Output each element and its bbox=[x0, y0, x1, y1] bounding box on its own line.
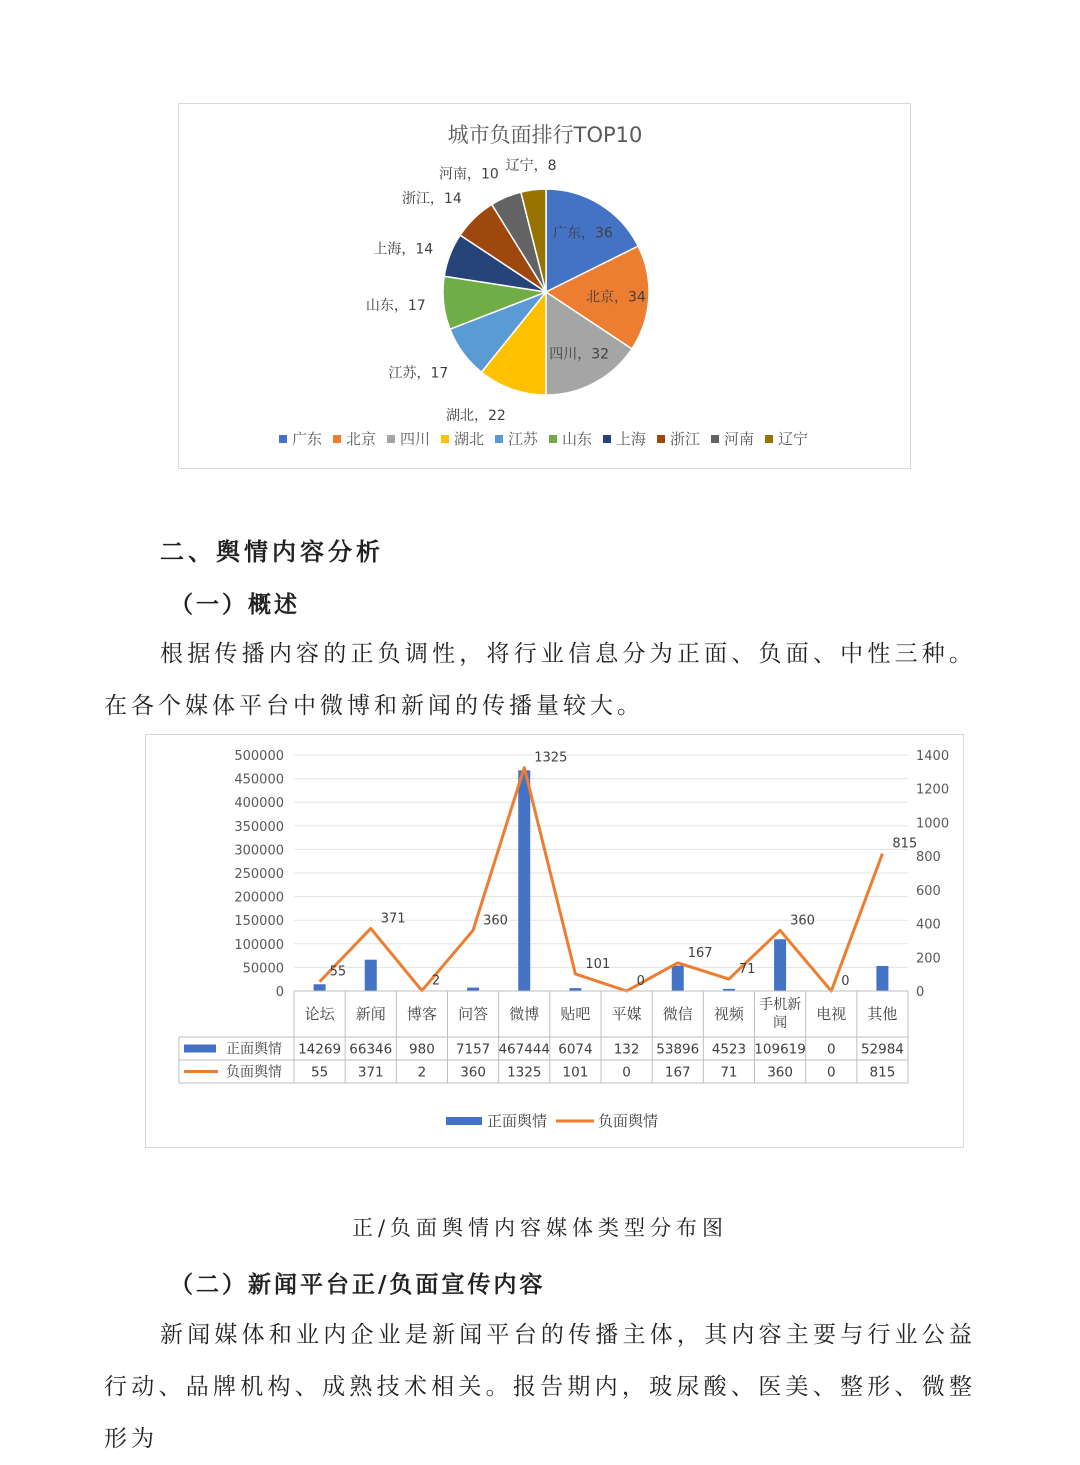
overview-paragraph: 根据传播内容的正负调性，将行业信息分为正面、负面、中性三种。在各个媒体平台中微博和新闻的传播量较大。 bbox=[104, 628, 976, 732]
combo-chart bbox=[146, 735, 963, 1147]
pie-legend-label-7: 浙江 bbox=[670, 430, 700, 448]
legend-label-negative: 负面舆情 bbox=[598, 1112, 658, 1130]
category-label-9: 手机新 bbox=[759, 996, 801, 1013]
bar-1 bbox=[365, 960, 377, 991]
table-negative-value-4: 1325 bbox=[507, 1065, 541, 1081]
pie-label-0: 广东，36 bbox=[553, 225, 613, 241]
bar-9 bbox=[774, 939, 786, 991]
category-label-1: 新闻 bbox=[356, 1005, 386, 1023]
right-axis-tick-1: 200 bbox=[916, 951, 941, 966]
table-positive-value-9: 109619 bbox=[754, 1042, 806, 1058]
table-positive-value-11: 52984 bbox=[861, 1042, 904, 1058]
line-data-label-3: 360 bbox=[483, 913, 508, 928]
left-axis-tick-0: 0 bbox=[276, 985, 284, 1000]
pie-legend-label-9: 辽宁 bbox=[778, 430, 808, 448]
table-positive-value-8: 4523 bbox=[712, 1042, 746, 1058]
pie-label-2: 四川，32 bbox=[549, 347, 609, 363]
left-axis-tick-6: 300000 bbox=[234, 843, 284, 858]
pie-legend-swatch-9 bbox=[765, 435, 773, 443]
pie-legend-label-0: 广东 bbox=[292, 430, 322, 448]
right-axis-tick-2: 400 bbox=[916, 918, 941, 933]
pie-label-6: 上海，14 bbox=[373, 241, 433, 257]
category-label-0: 论坛 bbox=[305, 1005, 336, 1023]
category-label-6: 平媒 bbox=[612, 1005, 642, 1023]
table-negative-value-2: 2 bbox=[418, 1065, 427, 1081]
pie-label-1: 北京，34 bbox=[586, 289, 646, 305]
line-data-label-1: 371 bbox=[381, 911, 406, 926]
left-axis-tick-3: 150000 bbox=[234, 914, 284, 929]
table-positive-value-7: 53896 bbox=[656, 1042, 699, 1058]
category-label-4: 微博 bbox=[509, 1005, 539, 1023]
table-negative-value-9: 360 bbox=[767, 1065, 793, 1081]
left-axis-tick-9: 450000 bbox=[234, 773, 284, 788]
line-data-label-5: 101 bbox=[585, 957, 610, 972]
table-positive-value-6: 132 bbox=[614, 1042, 640, 1058]
pie-legend-swatch-6 bbox=[603, 435, 611, 443]
bar-11 bbox=[876, 966, 888, 991]
pie-label-4: 江苏，17 bbox=[389, 364, 449, 381]
table-positive-value-4: 467444 bbox=[498, 1042, 550, 1058]
pie-legend-swatch-0 bbox=[279, 435, 287, 443]
pie-title: 城市负面排行TOP10 bbox=[448, 123, 643, 147]
pie-legend-swatch-7 bbox=[657, 435, 665, 443]
subsection-heading-overview: （一）概述 bbox=[170, 586, 300, 619]
table-positive-value-10: 0 bbox=[827, 1042, 836, 1058]
news-paragraph: 新闻媒体和业内企业是新闻平台的传播主体，其内容主要与行业公益行动、品牌机构、成熟技术相关。报告期内，玻尿酸、医美、整形、微整形为 bbox=[104, 1309, 976, 1465]
table-negative-value-1: 371 bbox=[358, 1065, 384, 1081]
category-label-10: 电视 bbox=[816, 1005, 846, 1023]
section-heading: 二、舆情内容分析 bbox=[160, 532, 384, 567]
category-label-9-b: 闻 bbox=[773, 1014, 787, 1031]
pie-legend-swatch-5 bbox=[549, 435, 557, 443]
pie-legend-label-8: 河南 bbox=[724, 430, 754, 448]
table-negative-value-7: 167 bbox=[665, 1065, 691, 1081]
pie-label-7: 浙江，14 bbox=[402, 190, 462, 207]
pie-legend-swatch-2 bbox=[387, 435, 395, 443]
left-axis-tick-8: 400000 bbox=[234, 796, 284, 811]
pie-legend-label-5: 山东 bbox=[562, 430, 592, 448]
legend-swatch-positive bbox=[446, 1117, 482, 1125]
bar-0 bbox=[314, 984, 326, 991]
right-axis-tick-0: 0 bbox=[916, 985, 924, 1000]
table-positive-value-5: 6074 bbox=[558, 1042, 592, 1058]
left-axis-tick-7: 350000 bbox=[234, 820, 284, 835]
table-negative-value-10: 0 bbox=[827, 1065, 836, 1081]
table-row-label-negative: 负面舆情 bbox=[226, 1064, 282, 1081]
line-data-label-9: 360 bbox=[790, 913, 815, 928]
table-positive-value-0: 14269 bbox=[298, 1042, 341, 1058]
pie-label-8: 河南，10 bbox=[439, 166, 499, 183]
line-data-label-10: 0 bbox=[841, 974, 849, 989]
pie-label-9: 辽宁，8 bbox=[506, 158, 557, 174]
category-label-2: 博客 bbox=[407, 1005, 437, 1023]
subsection-heading-news: （二）新闻平台正/负面宣传内容 bbox=[170, 1266, 545, 1299]
left-axis-tick-1: 50000 bbox=[243, 961, 284, 976]
bar-7 bbox=[672, 966, 684, 991]
table-negative-value-0: 55 bbox=[311, 1065, 328, 1081]
pie-legend-swatch-3 bbox=[441, 435, 449, 443]
pie-legend-label-3: 湖北 bbox=[454, 430, 484, 448]
pie-chart-frame bbox=[178, 103, 911, 469]
right-axis-tick-3: 600 bbox=[916, 884, 941, 899]
table-swatch-positive bbox=[184, 1045, 216, 1053]
table-negative-value-3: 360 bbox=[460, 1065, 486, 1081]
line-data-label-2: 2 bbox=[432, 974, 440, 989]
pie-legend-label-2: 四川 bbox=[400, 430, 430, 448]
left-axis-tick-2: 100000 bbox=[234, 938, 284, 953]
category-label-11: 其他 bbox=[867, 1005, 897, 1023]
right-axis-tick-4: 800 bbox=[916, 850, 941, 865]
category-label-7: 微信 bbox=[663, 1005, 693, 1023]
bar-3 bbox=[467, 988, 479, 991]
figure-caption: 正/负面舆情内容媒体类型分布图 bbox=[0, 1212, 1080, 1242]
pie-label-3: 湖北，22 bbox=[446, 408, 506, 424]
table-positive-value-2: 980 bbox=[409, 1042, 435, 1058]
left-axis-tick-5: 250000 bbox=[234, 867, 284, 882]
line-data-label-11: 815 bbox=[892, 837, 917, 852]
category-label-8: 视频 bbox=[714, 1005, 745, 1023]
pie-legend bbox=[279, 430, 808, 448]
table-row-label-positive: 正面舆情 bbox=[226, 1041, 282, 1058]
line-data-label-4: 1325 bbox=[534, 751, 567, 766]
table-positive-value-1: 66346 bbox=[349, 1042, 392, 1058]
pie-legend-swatch-4 bbox=[495, 435, 503, 443]
pie-legend-label-4: 江苏 bbox=[508, 430, 539, 448]
table-negative-value-6: 0 bbox=[622, 1065, 631, 1081]
table-negative-value-8: 71 bbox=[720, 1065, 737, 1081]
right-axis-tick-5: 1000 bbox=[916, 816, 949, 831]
pie-legend-swatch-1 bbox=[333, 435, 341, 443]
right-axis-tick-6: 1200 bbox=[916, 783, 949, 798]
combo-chart-frame bbox=[145, 734, 964, 1148]
line-data-label-8: 71 bbox=[739, 962, 756, 977]
table-positive-value-3: 7157 bbox=[456, 1042, 490, 1058]
table-negative-value-5: 101 bbox=[563, 1065, 589, 1081]
legend-label-positive: 正面舆情 bbox=[487, 1112, 547, 1130]
pie-label-5: 山东，17 bbox=[366, 298, 426, 314]
line-data-label-0: 55 bbox=[330, 965, 347, 980]
left-axis-tick-10: 500000 bbox=[234, 749, 284, 764]
category-label-3: 问答 bbox=[458, 1005, 488, 1023]
right-axis-tick-7: 1400 bbox=[916, 749, 949, 764]
pie-chart bbox=[179, 104, 910, 468]
line-data-label-7: 167 bbox=[688, 946, 713, 961]
pie-legend-label-1: 北京 bbox=[346, 430, 376, 448]
table-negative-value-11: 815 bbox=[870, 1065, 896, 1081]
category-label-5: 贴吧 bbox=[560, 1005, 590, 1023]
left-axis-tick-4: 200000 bbox=[234, 891, 284, 906]
line-data-label-6: 0 bbox=[637, 974, 645, 989]
pie-legend-label-6: 上海 bbox=[616, 430, 646, 448]
pie-legend-swatch-8 bbox=[711, 435, 719, 443]
bar-4 bbox=[518, 770, 530, 991]
